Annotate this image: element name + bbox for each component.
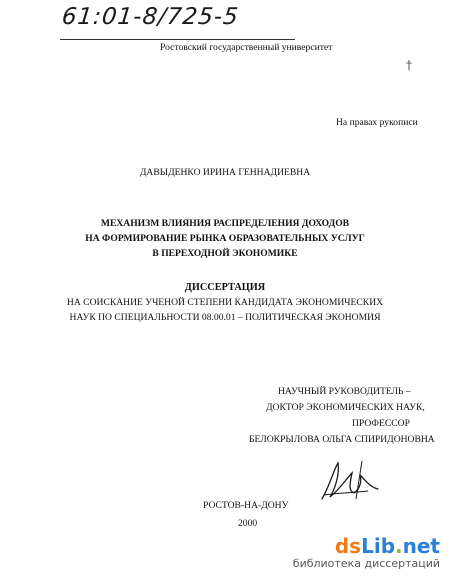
university-name: Ростовский государственный университет bbox=[160, 42, 333, 53]
corner-mark: † bbox=[406, 58, 412, 72]
supervisor-line-1: НАУЧНЫЙ РУКОВОДИТЕЛЬ – bbox=[278, 386, 411, 397]
supervisor-line-2: ДОКТОР ЭКОНОМИЧЕСКИХ НАУК, bbox=[266, 402, 425, 413]
handwritten-underline bbox=[60, 39, 295, 40]
handwritten-catalog-code: 61:01-8/725-5 bbox=[60, 4, 241, 30]
title-line-1: МЕХАНИЗМ ВЛИЯНИЯ РАСПРЕДЕЛЕНИЯ ДОХОДОВ bbox=[100, 218, 350, 229]
manuscript-rights-note: На правах рукописи bbox=[336, 117, 418, 128]
year: 2000 bbox=[238, 518, 258, 529]
watermark-logo: dsLib.net bbox=[334, 534, 440, 558]
document-type: ДИССЕРТАЦИЯ bbox=[184, 282, 266, 293]
handwritten-signature bbox=[316, 455, 386, 507]
title-line-2: НА ФОРМИРОВАНИЕ РЫНКА ОБРАЗОВАТЕЛЬНЫХ УСЛУГ bbox=[85, 233, 365, 244]
dslib-watermark bbox=[280, 535, 440, 575]
watermark-subtitle: библиотека диссертаций bbox=[292, 557, 440, 570]
author-name: ДАВЫДЕНКО ИРИНА ГЕННАДИЕВНА bbox=[139, 167, 311, 178]
degree-line-2: НАУК ПО СПЕЦИАЛЬНОСТИ 08.00.01 – ПОЛИТИЧЕСКАЯ ЭКОНОМИЯ bbox=[69, 312, 381, 323]
title-line-3: В ПЕРЕХОДНОЙ ЭКОНОМИКЕ bbox=[152, 248, 298, 259]
city: РОСТОВ-НА-ДОНУ bbox=[203, 500, 289, 511]
supervisor-line-4: БЕЛОКРЫЛОВА ОЛЬГА СПИРИДОНОВНА bbox=[249, 434, 435, 445]
supervisor-line-3: ПРОФЕССОР bbox=[352, 418, 410, 429]
degree-line-1: НА СОИСКАНИЕ УЧЕНОЙ СТЕПЕНИ КАНДИДАТА ЭКОНОМИЧЕСКИХ bbox=[66, 297, 384, 308]
